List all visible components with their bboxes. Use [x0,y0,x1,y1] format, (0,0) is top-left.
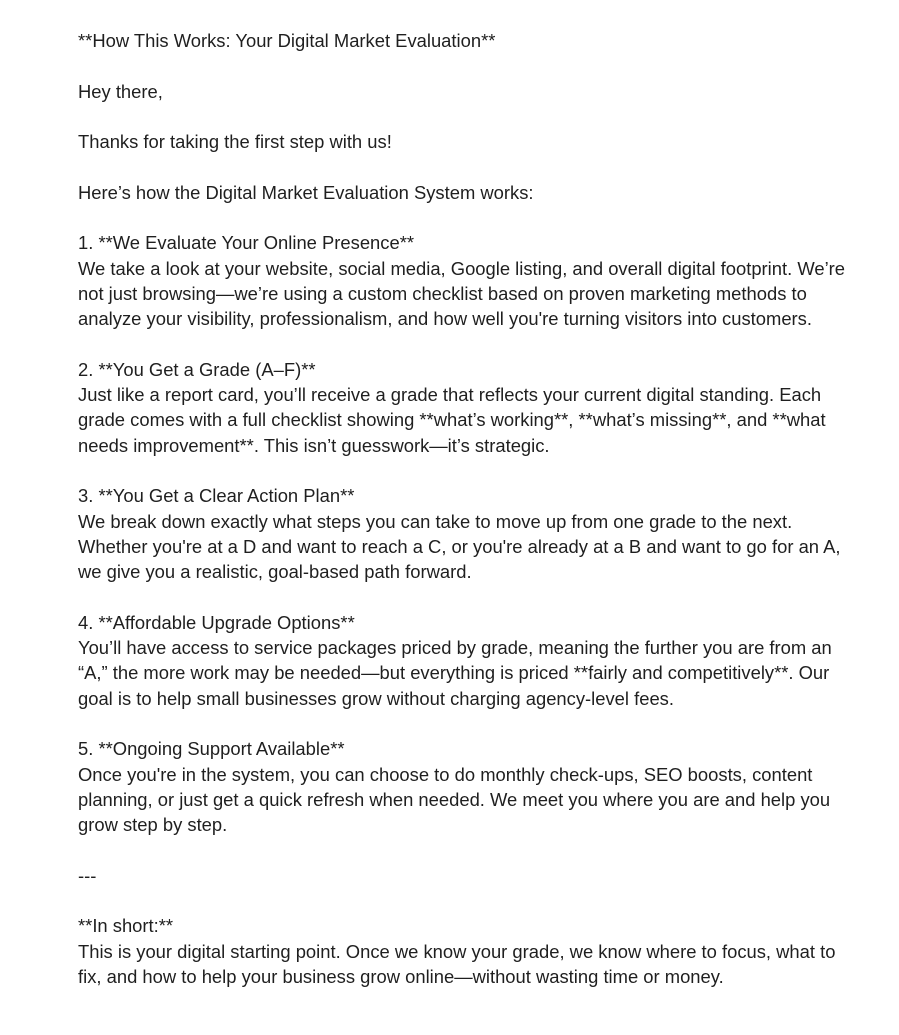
greeting: Hey there, [78,80,163,102]
step-3 [78,483,878,584]
step-heading: 2. **You Get a Grade (A–F)** [78,358,316,380]
step-heading: 5. **Ongoing Support Available** [78,738,345,760]
step-line: Just like a report card, you’ll receive a grade that reflects your current digital standing. Each [78,384,822,406]
step-line: needs improvement**. This isn’t guesswork—it’s strategic. [78,434,550,456]
document-title: **How This Works: Your Digital Market Evaluation** [78,30,496,51]
thanks-text: Thanks for taking the first step with us! [78,131,392,153]
step-line: You’ll have access to service packages priced by grade, meaning the further you are from an [78,637,832,659]
summary-line: fix, and how to help your business grow online—without wasting time or money. [78,965,724,987]
summary-line: This is your digital starting point. Once we know your grade, we know where to focus, what to [78,940,836,962]
step-1 [78,230,878,331]
step-line: grade comes with a full checklist showing **what’s working**, **what’s missing**, and **what [78,409,826,431]
step-4 [78,610,878,711]
step-line: Once you're in the system, you can choose to do monthly check-ups, SEO boosts, content [78,763,813,785]
document-body [78,28,878,1015]
step-line: We take a look at your website, social media, Google listing, and overall digital footprint. We’re [78,257,846,279]
step-heading: 4. **Affordable Upgrade Options** [78,611,355,633]
step-line: goal is to help small businesses grow without charging agency-level fees. [78,687,674,709]
step-line: Whether you're at a D and want to reach a C, or you're already at a B and want to go for an A, [78,535,841,557]
intro-text: Here’s how the Digital Market Evaluation System works: [78,181,534,203]
step-line: analyze your visibility, professionalism, and how well you're turning visitors into customers. [78,308,812,330]
divider: --- [78,864,97,886]
step-line: “A,” the more work may be needed—but everything is priced **fairly and competitively**. Our [78,662,830,684]
step-line: grow step by step. [78,814,228,836]
step-heading: 1. **We Evaluate Your Online Presence** [78,232,415,254]
summary-heading: **In short:** [78,915,174,937]
step-5 [78,736,878,837]
step-line: we give you a realistic, goal-based path forward. [78,561,472,583]
step-line: not just browsing—we’re using a custom checklist based on proven marketing methods to [78,282,807,304]
step-2 [78,357,878,458]
step-line: planning, or just get a quick refresh when needed. We meet you where you are and help you [78,788,831,810]
step-heading: 3. **You Get a Clear Action Plan** [78,485,355,507]
summary [78,913,878,989]
step-line: We break down exactly what steps you can take to move up from one grade to the next. [78,510,793,532]
